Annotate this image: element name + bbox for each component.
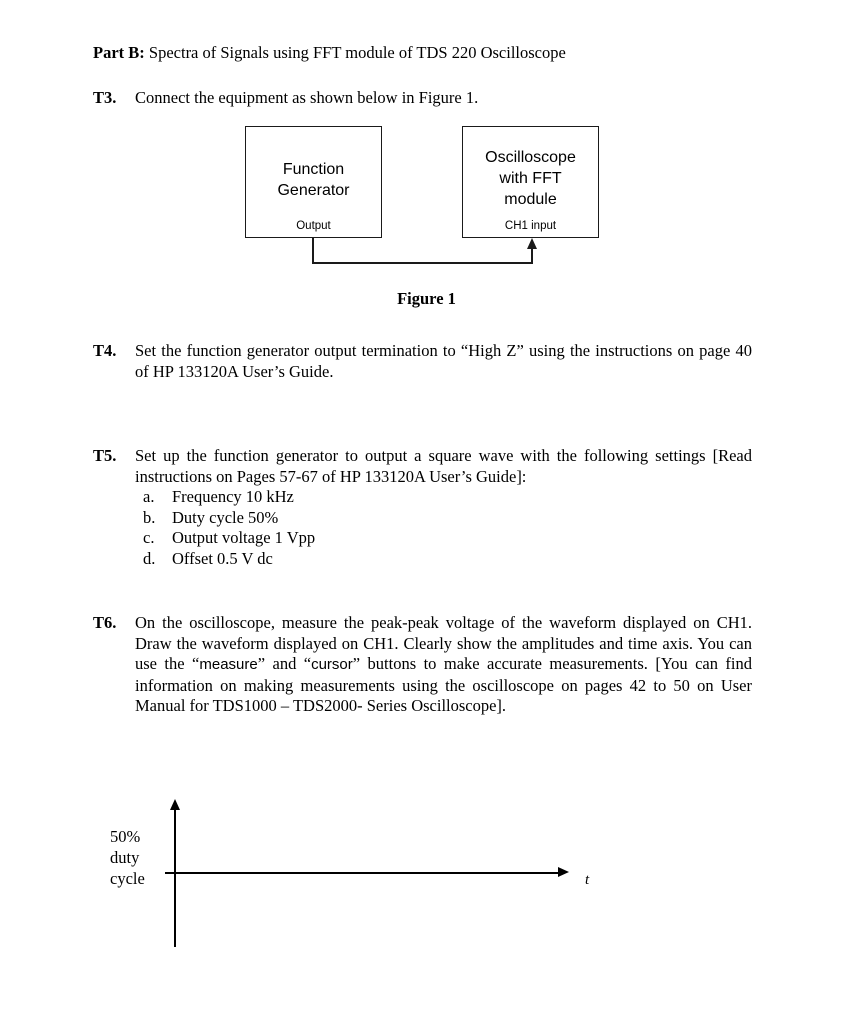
task-t5-settings-list [143,487,543,569]
list-item-label: Frequency 10 kHz [172,487,294,506]
duty-cycle-line2: duty [110,848,140,867]
part-b-title: Spectra of Signals using FFT module of TDS 220 Oscilloscope [144,43,566,62]
axis-time-label: t [585,872,590,888]
arrow-right-icon [558,867,569,877]
list-item-marker: a. [143,487,155,506]
axis-vertical [174,809,176,947]
connection-wire-horizontal [312,262,533,264]
function-generator-box [245,126,382,238]
list-item-label: Duty cycle 50% [172,507,279,527]
arrow-up-icon [527,238,537,249]
cursor-button-name: cursor [311,656,353,673]
duty-cycle-line1: 50% [110,827,141,846]
oscilloscope-title-line2: with FFT [499,170,562,187]
duty-cycle-line3: cycle [110,869,145,888]
task-text-t6 [135,613,752,717]
task-text-t6-part1: On the oscilloscope, measure the peak-peak voltage of the waveform displayed on CH1. Draw the waveform displayed on CH1. Clearly show the amplitudes and time axis. You can use the “ [135,613,752,673]
task-text-t6-part3: ” buttons to make accurate measurements. [You can find information on making measurements using the oscilloscope on pages 42 to 50 on User Manual for TDS1000 – TDS2000- Series Oscilloscope]. [135,654,752,715]
function-generator-title [246,159,381,201]
oscilloscope-ch1-input-label: CH1 input [504,220,557,232]
task-text-t3: Connect the equipment as shown below in Figure 1. [135,88,479,107]
measure-button-name: measure [199,656,258,673]
task-label-t3: T3. [93,88,117,107]
list-item [143,528,543,549]
oscilloscope-title-line3: module [504,191,557,208]
list-item-marker: d. [143,548,156,568]
connection-wire-vertical-left [312,237,314,264]
task-label-t4: T4. [93,341,117,360]
list-item-marker: b. [143,507,156,527]
task-text-t4: Set the function generator output termination to “High Z” using the instructions on page 40 of HP 133120A User’s Guide. [135,341,752,381]
duty-cycle-annotation [110,826,145,889]
list-item-label: Output voltage 1 Vpp [172,528,316,547]
list-item [143,508,543,529]
function-generator-output-port-label: Output [296,220,331,232]
function-generator-title-line2: Generator [277,182,350,199]
oscilloscope-title [463,147,598,210]
figure-1-caption: Figure 1 [397,289,456,308]
oscilloscope-title-line1: Oscilloscope [485,149,576,166]
task-text-t5: Set up the function generator to output a square wave with the following settings [Read instructions on Pages 57-67 of HP 133120A User’s Guide]: [135,446,752,486]
function-generator-title-line1: Function [282,161,345,178]
list-item-label: Offset 0.5 V dc [172,548,273,568]
axis-horizontal [165,872,561,874]
figure-1-diagram [0,0,853,320]
task-label-t6: T6. [93,613,117,632]
arrow-up-icon [170,799,180,810]
part-b-label: Part B: [93,43,145,62]
list-item-marker: c. [143,528,155,547]
oscilloscope-box [462,126,599,238]
list-item [143,549,543,570]
task-label-t5: T5. [93,446,117,465]
list-item [143,487,543,508]
connection-wire-vertical-right [531,248,533,264]
task-text-t6-part2: ” and “ [257,654,312,673]
